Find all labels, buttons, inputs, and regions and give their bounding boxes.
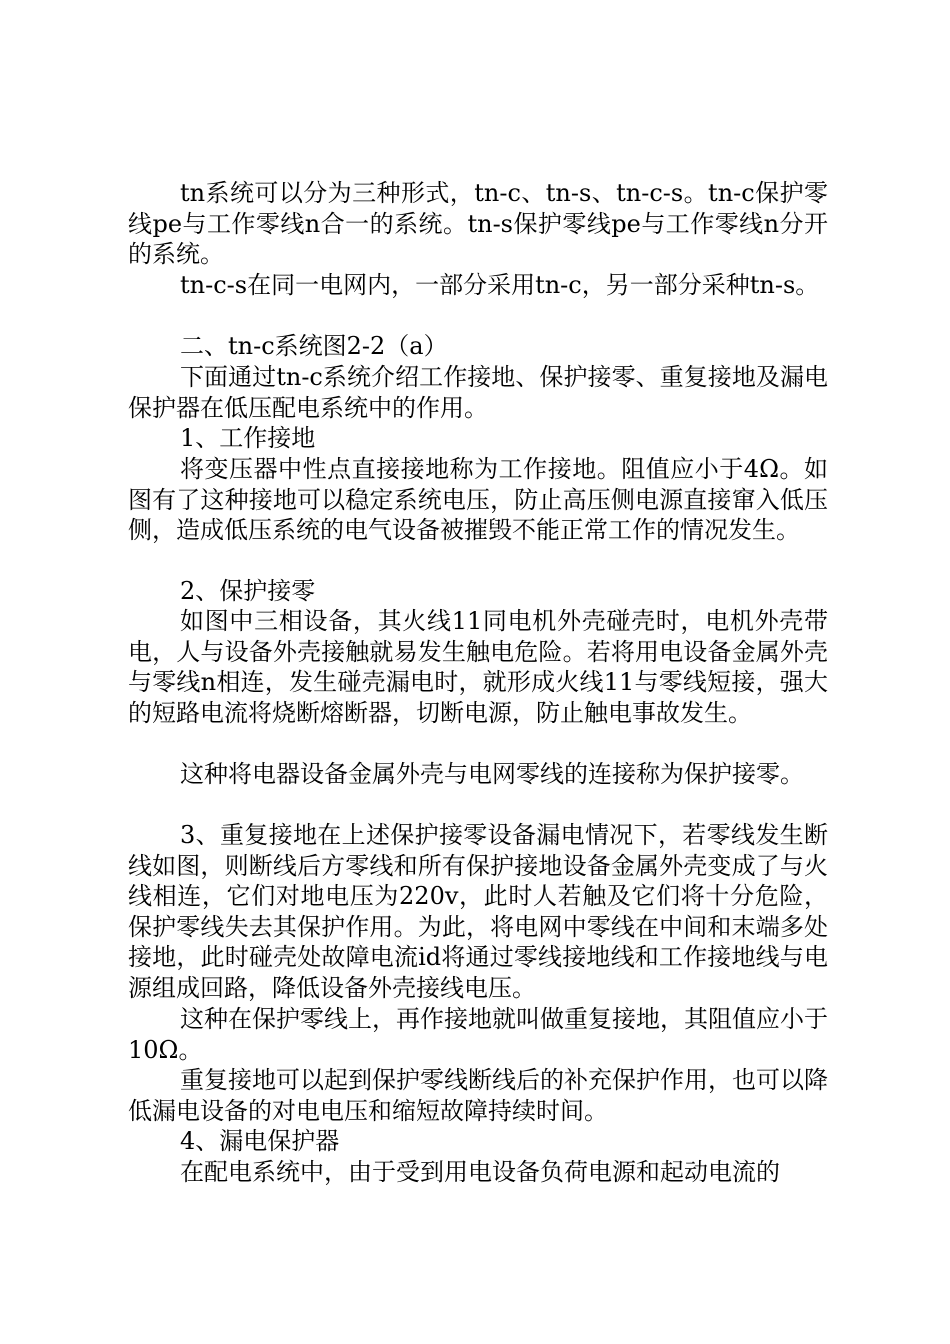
paragraph-protective-neutral-definition: 这种将电器设备金属外壳与电网零线的连接称为保护接零。 (180, 760, 804, 788)
heading-tn-c-system-figure: 二、tn-c系统图2-2（a） (180, 332, 448, 360)
paragraph-tn-system-forms: tn系统可以分为三种形式，tn-c、tn-s、tn-c-s。tn-c保护零线pe与工作零线n合一的系统。tn-s保护零线pe与工作零线n分开的系统。 (128, 179, 828, 268)
paragraph-repeated-grounding-definition: 这种在保护零线上，再作接地就叫做重复接地，其阻值应小于10Ω。 (128, 1005, 828, 1064)
paragraph-introduction: 下面通过tn-c系统介绍工作接地、保护接零、重复接地及漏电保护器在低压配电系统中的作用。 (128, 363, 828, 422)
paragraph-protective-neutral: 如图中三相设备，其火线11同电机外壳碰壳时，电机外壳带电，人与设备外壳接触就易发生触电危险。若将用电设备金属外壳与零线n相连，发生碰壳漏电时，就形成火线11与零线短接，强大的短路电流将烧断熔断器，切断电源，防止触电事故发生。 (128, 607, 828, 727)
heading-leakage-protector: 4、漏电保护器 (180, 1127, 340, 1155)
paragraph-leakage-protector: 在配电系统中，由于受到用电设备负荷电源和起动电流的 (180, 1158, 780, 1186)
paragraph-working-grounding: 将变压器中性点直接接地称为工作接地。阻值应小于4Ω。如图有了这种接地可以稳定系统电压，防止高压侧电源直接窜入低压侧，造成低压系统的电气设备被摧毁不能正常工作的情况发生。 (128, 455, 828, 544)
heading-protective-neutral: 2、保护接零 (180, 577, 316, 605)
paragraph-repeated-grounding-effect: 重复接地可以起到保护零线断线后的补充保护作用，也可以降低漏电设备的对电电压和缩短故障持续时间。 (128, 1066, 828, 1125)
heading-working-grounding: 1、工作接地 (180, 424, 316, 452)
paragraph-tn-c-s: tn-c-s在同一电网内，一部分采用tn-c，另一部分采种tn-s。 (180, 271, 820, 299)
paragraph-repeated-grounding: 3、重复接地在上述保护接零设备漏电情况下，若零线发生断线如图，则断线后方零线和所有保护接地设备金属外壳变成了与火线相连，它们对地电压为220v，此时人若触及它们将十分危险，保护零线失去其保护作用。为此，将电网中零线在中间和末端多处接地，此时碰壳处故障电流id将通过零线接地线和工作接地线与电源组成回路，降低设备外壳接线电压。 (128, 821, 828, 1002)
